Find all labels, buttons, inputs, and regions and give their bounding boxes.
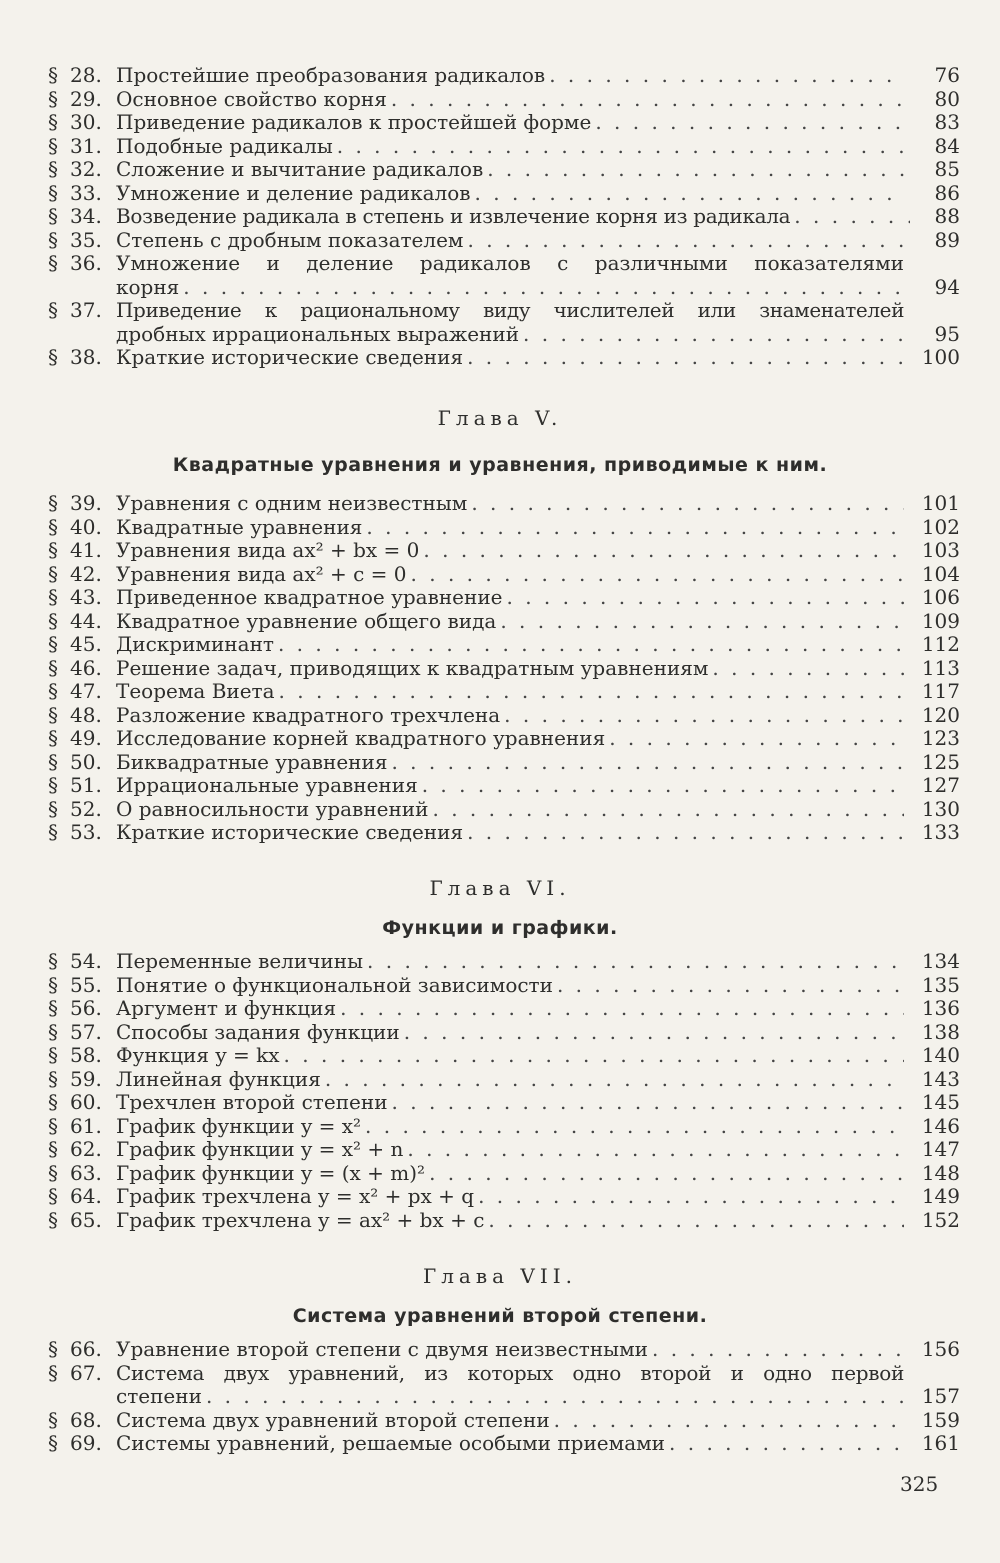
section-number: 39. (70, 491, 102, 515)
page-ref: 103 (921, 538, 960, 562)
page-ref: 109 (921, 608, 960, 633)
section-number: 61. (70, 1113, 102, 1138)
section-number: 51. (70, 773, 102, 797)
dot-leader (467, 346, 904, 370)
toc-entry (48, 1068, 960, 1092)
toc-entry (48, 751, 960, 775)
section-number: 55. (70, 972, 102, 997)
section-title: График трехчлена y = x² + px + q (116, 1184, 475, 1208)
toc-entry (48, 821, 960, 845)
section-title: Иррациональные уравнения (116, 773, 418, 797)
section-number: 46. (70, 655, 102, 680)
toc-entry (48, 64, 960, 88)
section-number: 58. (70, 1043, 102, 1067)
section-title-continued: корня (116, 274, 180, 299)
dot-leader (279, 680, 904, 704)
toc-entry (48, 1021, 960, 1045)
section-sign: § (48, 749, 58, 774)
section-number: 34. (70, 204, 102, 228)
section-title: Сложение и вычитание радикалов (116, 157, 484, 181)
section-title: Уравнения вида ax² + c = 0 (116, 561, 407, 586)
section-sign: § (48, 514, 58, 539)
page-ref: 89 (934, 227, 960, 252)
page-ref: 130 (921, 796, 960, 821)
section-number: 53. (70, 820, 102, 844)
chapter-title: Система уравнений второй степени. (292, 1305, 708, 1327)
page-ref: 147 (921, 1137, 960, 1161)
dot-leader (337, 135, 904, 159)
section-sign: § (48, 345, 58, 369)
toc-block-chapter6 (48, 950, 960, 1232)
section-title: Уравнения с одним неизвестным (116, 491, 468, 515)
page-ref: 112 (921, 632, 960, 656)
section-title: Возведение радикала в степень и извлечение корня из радикала (116, 204, 791, 228)
section-number: 62. (70, 1137, 102, 1161)
section-sign: § (48, 1207, 58, 1232)
section-number: 54. (70, 949, 102, 973)
dot-leader (549, 64, 904, 88)
dot-leader (422, 774, 904, 798)
section-title: Краткие исторические сведения (116, 820, 464, 844)
section-sign: § (48, 204, 58, 228)
section-title: График функции y = (x + m)² (116, 1160, 426, 1185)
section-sign: § (48, 1066, 58, 1091)
dot-leader (468, 229, 905, 253)
section-sign: § (48, 63, 58, 87)
section-sign: § (48, 1113, 58, 1138)
dot-leader (432, 798, 904, 822)
section-title: Дискриминант (116, 632, 274, 656)
dot-leader (506, 586, 904, 610)
section-title: Квадратное уравнение общего вида (116, 608, 497, 633)
dot-leader (487, 158, 904, 182)
section-number: 28. (70, 63, 102, 87)
dot-leader (367, 950, 904, 974)
section-sign: § (48, 1337, 58, 1361)
section-number: 33. (70, 180, 102, 205)
page-ref: 134 (921, 949, 960, 973)
section-number: 48. (70, 702, 102, 727)
section-sign: § (48, 632, 58, 656)
page-ref: 101 (921, 491, 960, 515)
toc-entry (48, 1044, 960, 1068)
page-ref: 120 (921, 702, 960, 727)
toc-entry (48, 492, 960, 516)
toc-entry (48, 610, 960, 634)
toc-entry (48, 135, 960, 159)
section-sign: § (48, 949, 58, 973)
chapter-label: Глава VI. (429, 876, 571, 900)
chapter-label: Глава VII. (422, 1264, 577, 1288)
section-sign: § (48, 655, 58, 680)
toc-entry (48, 111, 960, 135)
section-sign: § (48, 1407, 58, 1432)
section-sign: § (48, 298, 58, 322)
section-number: 65. (70, 1207, 102, 1232)
dot-leader (404, 1021, 904, 1045)
section-sign: § (48, 1090, 58, 1114)
dot-leader (391, 751, 904, 775)
page-ref: 95 (934, 321, 960, 346)
dot-leader (595, 111, 904, 135)
toc-entry (48, 974, 960, 998)
page-ref: 143 (921, 1066, 960, 1091)
dot-leader (554, 1409, 904, 1433)
toc-entry (48, 299, 960, 346)
dot-leader (411, 563, 904, 587)
section-number: 59. (70, 1066, 102, 1091)
section-number: 32. (70, 157, 102, 181)
page-ref: 83 (934, 110, 960, 134)
page-ref: 125 (921, 749, 960, 774)
toc-entry (48, 1432, 960, 1456)
page-ref: 145 (921, 1090, 960, 1114)
section-number: 31. (70, 133, 102, 158)
toc-entry (48, 798, 960, 822)
section-number: 29. (70, 86, 102, 111)
toc-entry (48, 539, 960, 563)
dot-leader (284, 1044, 904, 1068)
page-ref: 161 (921, 1431, 960, 1455)
section-number: 40. (70, 514, 102, 539)
section-sign: § (48, 227, 58, 252)
section-title: Квадратные уравнения (116, 514, 363, 539)
section-number: 69. (70, 1431, 102, 1455)
toc-entry (48, 229, 960, 253)
dot-leader (504, 704, 904, 728)
dot-leader (669, 1432, 904, 1456)
page-ref: 159 (921, 1407, 960, 1432)
section-number: 30. (70, 110, 102, 134)
section-number: 44. (70, 608, 102, 633)
section-sign: § (48, 796, 58, 821)
dot-leader (278, 633, 904, 657)
page-ref: 123 (921, 726, 960, 750)
page-ref: 136 (921, 996, 960, 1020)
dot-leader (652, 1338, 904, 1362)
section-sign: § (48, 86, 58, 111)
toc-entry (48, 997, 960, 1021)
dot-leader (365, 1115, 904, 1139)
section-title: Трехчлен второй степени (116, 1090, 388, 1114)
section-title: Биквадратные уравнения (116, 749, 388, 774)
toc-entry (48, 1115, 960, 1139)
toc-entry (48, 1162, 960, 1186)
section-number: 43. (70, 585, 102, 609)
dot-leader (366, 516, 904, 540)
page-number: 325 (900, 1472, 939, 1496)
toc-entry (48, 346, 960, 370)
chapter-label: Глава V. (437, 406, 563, 430)
page-ref: 127 (921, 773, 960, 797)
section-title: Системы уравнений, решаемые особыми приемами (116, 1431, 666, 1455)
section-title: Способы задания функции (116, 1019, 400, 1044)
toc-entry (48, 1409, 960, 1433)
toc-entry (48, 1209, 960, 1233)
page-ref: 80 (934, 86, 960, 111)
section-title: Подобные радикалы (116, 133, 333, 158)
section-title: Приведение к рациональному виду числителей или знаменателей (116, 298, 904, 322)
toc-entry (48, 1338, 960, 1362)
section-title: Приведенное квадратное уравнение (116, 585, 503, 609)
section-title: Краткие исторические сведения (116, 345, 464, 369)
toc-entry (48, 586, 960, 610)
section-sign: § (48, 1360, 58, 1385)
toc-entry (48, 1138, 960, 1162)
section-sign: § (48, 702, 58, 727)
toc-entry (48, 727, 960, 751)
section-sign: § (48, 561, 58, 586)
section-title: Понятие о функциональной зависимости (116, 972, 553, 997)
toc-entry (48, 158, 960, 182)
section-title: График трехчлена y = ax² + bx + c (116, 1207, 485, 1232)
page-ref: 88 (934, 204, 960, 228)
dot-leader (500, 610, 904, 634)
section-title: Простейшие преобразования радикалов (116, 63, 546, 87)
dot-leader (478, 1185, 904, 1209)
section-title: Основное свойство корня (116, 86, 387, 111)
section-sign: § (48, 133, 58, 158)
section-number: 57. (70, 1019, 102, 1044)
section-sign: § (48, 1184, 58, 1208)
page-ref: 149 (921, 1184, 960, 1208)
toc-entry (48, 680, 960, 704)
toc-block-chapter4-tail (48, 64, 960, 370)
dot-leader (392, 1091, 904, 1115)
toc-entry (48, 1091, 960, 1115)
dot-leader (471, 492, 904, 516)
toc-entry (48, 657, 960, 681)
section-title: Приведение радикалов к простейшей форме (116, 110, 592, 134)
section-title: Система двух уравнений, из которых одно второй и одно первой (116, 1360, 904, 1385)
section-title: Уравнения вида ax² + bx = 0 (116, 538, 420, 562)
section-number: 56. (70, 996, 102, 1020)
dot-leader (423, 539, 904, 563)
section-title: Аргумент и функция (116, 996, 337, 1020)
section-title: Функция y = kx (116, 1043, 280, 1067)
dot-leader (429, 1162, 904, 1186)
dot-leader (488, 1209, 904, 1233)
section-title: Линейная функция (116, 1066, 321, 1091)
section-number: 36. (70, 251, 102, 275)
section-sign: § (48, 110, 58, 134)
section-number: 50. (70, 749, 102, 774)
toc-entry (48, 774, 960, 798)
page-ref: 100 (921, 345, 960, 369)
section-sign: § (48, 1019, 58, 1044)
dot-leader (183, 276, 904, 300)
dot-leader (206, 1385, 904, 1409)
section-title: Теорема Виета (116, 679, 275, 703)
page-ref: 106 (921, 585, 960, 609)
section-title: Умножение и деление радикалов (116, 180, 471, 205)
dot-leader (712, 657, 904, 681)
dot-leader (325, 1068, 904, 1092)
section-sign: § (48, 726, 58, 750)
section-sign: § (48, 679, 58, 703)
page-ref: 152 (921, 1207, 960, 1232)
page-ref: 146 (921, 1113, 960, 1138)
page-ref: 138 (921, 1019, 960, 1044)
section-sign: § (48, 996, 58, 1020)
section-sign: § (48, 251, 58, 275)
dot-leader (609, 727, 904, 751)
page-ref: 85 (934, 157, 960, 181)
section-sign: § (48, 1137, 58, 1161)
page-ref: 156 (921, 1337, 960, 1361)
section-title: График функции y = x² + n (116, 1137, 404, 1161)
page-ref: 104 (921, 561, 960, 586)
toc-entry (48, 1185, 960, 1209)
page-ref: 140 (921, 1043, 960, 1067)
toc-entry (48, 205, 960, 229)
section-sign: § (48, 1431, 58, 1455)
section-number: 67. (70, 1360, 102, 1385)
dot-leader (794, 205, 910, 229)
section-title-continued: степени (116, 1384, 202, 1408)
section-title: Исследование корней квадратного уравнения (116, 726, 606, 750)
section-sign: § (48, 1043, 58, 1067)
section-number: 47. (70, 679, 102, 703)
section-title: Степень с дробным показателем (116, 227, 464, 252)
dot-leader (391, 88, 904, 112)
section-sign: § (48, 180, 58, 205)
section-title: Уравнение второй степени с двумя неизвестными (116, 1337, 648, 1361)
section-number: 42. (70, 561, 102, 586)
chapter-title: Квадратные уравнения и уравнения, приводимые к ним. (172, 454, 828, 476)
page-ref: 94 (934, 274, 960, 299)
section-title-continued: дробных иррациональных выражений (116, 321, 520, 346)
dot-leader (557, 974, 904, 998)
dot-leader (407, 1138, 904, 1162)
toc-entry (48, 182, 960, 206)
toc-entry (48, 252, 960, 299)
page-ref: 113 (921, 655, 960, 680)
section-title: Переменные величины (116, 949, 364, 973)
page-ref: 117 (921, 679, 960, 703)
section-title: Решение задач, приводящих к квадратным уравнениям (116, 655, 709, 680)
page-ref: 133 (921, 820, 960, 844)
section-title: Система двух уравнений второй степени (116, 1407, 550, 1432)
page-ref: 102 (921, 514, 960, 539)
section-number: 37. (70, 298, 102, 322)
page-ref: 157 (921, 1384, 960, 1408)
dot-leader (467, 821, 904, 845)
section-number: 45. (70, 632, 102, 656)
page-ref: 86 (934, 180, 960, 205)
toc-entry (48, 950, 960, 974)
page-ref: 84 (934, 133, 960, 158)
section-number: 63. (70, 1160, 102, 1185)
section-number: 41. (70, 538, 102, 562)
page-ref: 76 (934, 63, 960, 87)
section-number: 38. (70, 345, 102, 369)
section-number: 60. (70, 1090, 102, 1114)
dot-leader (340, 997, 904, 1021)
page-ref: 148 (921, 1160, 960, 1185)
toc-entry (48, 516, 960, 540)
section-number: 35. (70, 227, 102, 252)
toc-block-chapter7 (48, 1338, 960, 1456)
section-sign: § (48, 157, 58, 181)
toc-block-chapter5 (48, 492, 960, 845)
section-title: Разложение квадратного трехчлена (116, 702, 501, 727)
page-ref: 135 (921, 972, 960, 997)
section-sign: § (48, 585, 58, 609)
section-title: График функции y = x² (116, 1113, 362, 1138)
section-number: 68. (70, 1407, 102, 1432)
section-sign: § (48, 608, 58, 633)
section-sign: § (48, 972, 58, 997)
section-sign: § (48, 820, 58, 844)
section-title: Умножение и деление радикалов с различными показателями (116, 251, 904, 275)
toc-entry (48, 633, 960, 657)
section-sign: § (48, 1160, 58, 1185)
section-sign: § (48, 538, 58, 562)
section-sign: § (48, 773, 58, 797)
section-title: О равносильности уравнений (116, 796, 429, 821)
chapter-title: Функции и графики. (382, 917, 618, 939)
toc-entry (48, 88, 960, 112)
dot-leader (475, 182, 904, 206)
section-number: 49. (70, 726, 102, 750)
toc-entry (48, 563, 960, 587)
section-sign: § (48, 491, 58, 515)
toc-entry (48, 704, 960, 728)
dot-leader (523, 323, 904, 347)
section-number: 52. (70, 796, 102, 821)
section-number: 66. (70, 1337, 102, 1361)
section-number: 64. (70, 1184, 102, 1208)
toc-entry (48, 1362, 960, 1409)
